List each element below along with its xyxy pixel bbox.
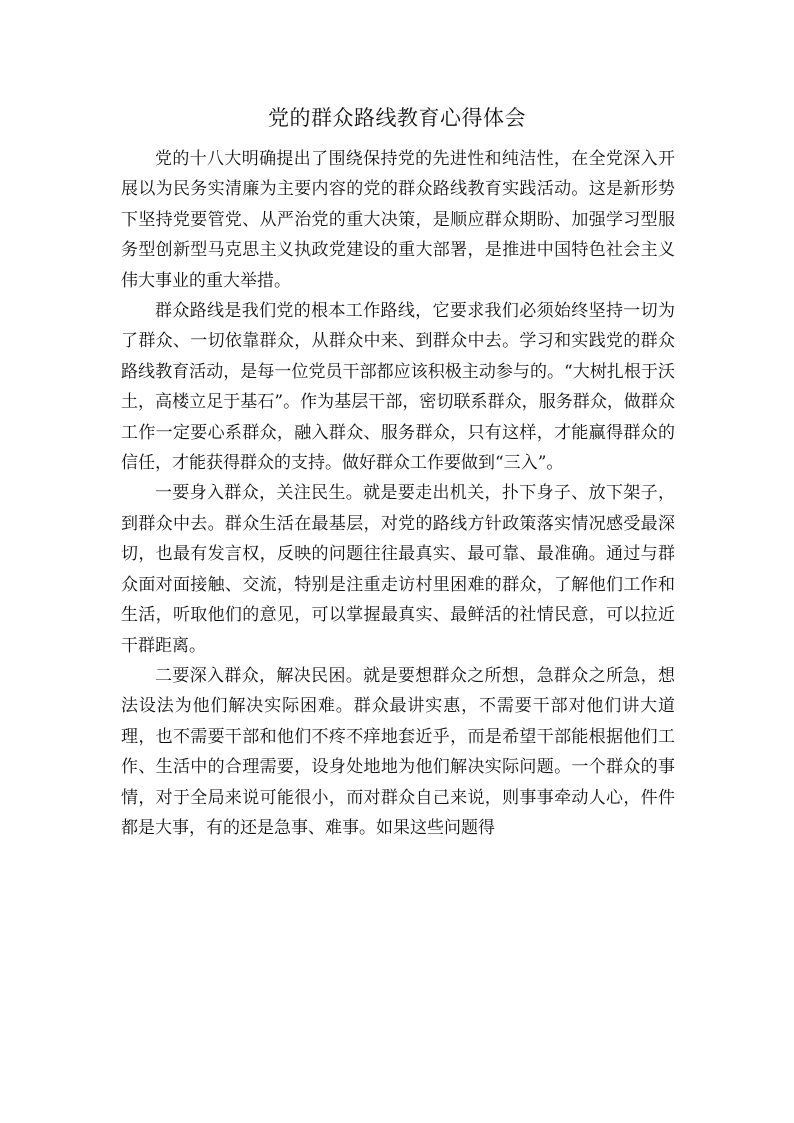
document-body bbox=[121, 144, 675, 843]
paragraph-2: 群众路线是我们党的根本工作路线，它要求我们必须始终坚持一切为了群众、一切依靠群众，从群众中来、到群众中去。学习和实践党的群众路线教育活动，是每一位党员干部都应该积极主动参与的。“大树扎根于沃土，高楼立足于基石”。作为基层干部，密切联系群众，服务群众，做群众工作一定要心系群众，融入群众、服务群众，只有这样，才能赢得群众的信任，才能获得群众的支持。做好群众工作要做到“三入”。 bbox=[121, 301, 675, 474]
document-title: 党的群众路线教育心得体会 bbox=[268, 106, 526, 130]
paragraph-4: 二要深入群众，解决民困。就是要想群众之所想，急群众之所急，想法设法为他们解决实际困难。群众最讲实惠，不需要干部对他们讲大道理，也不需要干部和他们不疼不痒地套近乎，而是希望干部能根据他们工作、生活中的合理需要，设身处地地为他们解决实际问题。一个群众的事情，对于全局来说可能很小，而对群众自己来说，则事事牵动人心，件件都是大事，有的还是急事、难事。如果这些问题得 bbox=[121, 665, 675, 838]
paragraph-3: 一要身入群众，关注民生。就是要走出机关，扑下身子、放下架子，到群众中去。群众生活在最基层，对党的路线方针政策落实情况感受最深切，也最有发言权，反映的问题往往最真实、最可靠、最准确。通过与群众面对面接触、交流，特别是注重走访村里困难的群众，了解他们工作和生活，听取他们的意见，可以掌握最真实、最鲜活的社情民意，可以拉近干群距离。 bbox=[121, 483, 675, 656]
paragraph-1: 党的十八大明确提出了围绕保持党的先进性和纯洁性，在全党深入开展以为民务实清廉为主要内容的党的群众路线教育实践活动。这是新形势下坚持党要管党、从严治党的重大决策，是顺应群众期盼、加强学习型服务型创新型马克思主义执政党建设的重大部署，是推进中国特色社会主义伟大事业的重大举措。 bbox=[121, 149, 675, 291]
